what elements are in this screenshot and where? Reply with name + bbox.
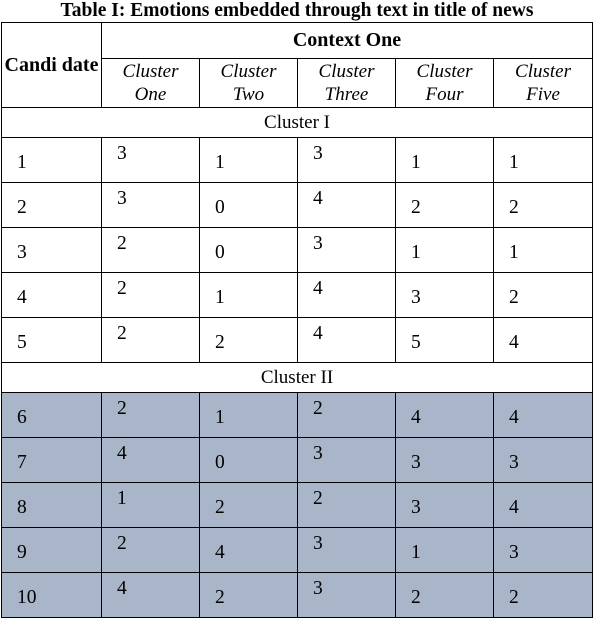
cell-value: 3: [509, 542, 519, 563]
cluster-value-cell: [396, 393, 494, 438]
table-row: [2, 228, 593, 273]
cell-value: 3: [509, 452, 519, 473]
cell-value: 1: [117, 488, 127, 509]
cell-value: 2: [17, 197, 27, 218]
cell-value: 3: [313, 533, 323, 554]
cluster-value-cell: [200, 228, 298, 273]
cell-value: 7: [17, 452, 27, 473]
cell-value: 2: [411, 587, 421, 608]
cluster-value-cell: [200, 273, 298, 318]
cell-value: 2: [117, 233, 127, 254]
cell-value: 4: [117, 578, 127, 599]
cell-value: 5: [17, 332, 27, 353]
cell-value: 3: [411, 287, 421, 308]
table-row: [2, 393, 593, 438]
cluster-header-line2: Five: [526, 84, 560, 105]
cell-value: 10: [17, 587, 37, 608]
cluster-value-cell: [396, 138, 494, 183]
cluster-value-cell: [396, 228, 494, 273]
cluster-value-cell: [494, 438, 593, 483]
cell-value: 2: [509, 587, 519, 608]
table-row: [2, 573, 593, 618]
cell-value: 2: [509, 197, 519, 218]
cell-value: 5: [411, 332, 421, 353]
cluster-value-cell: [298, 393, 396, 438]
cell-value: 9: [17, 542, 27, 563]
cluster-value-cell: [298, 528, 396, 573]
cluster-value-cell: [200, 573, 298, 618]
cell-value: 0: [215, 452, 225, 473]
cell-value: 1: [17, 152, 27, 173]
cluster-value-cell: [494, 318, 593, 363]
cell-value: 2: [313, 488, 323, 509]
cluster-value-cell: [494, 228, 593, 273]
cluster-value-cell: [102, 528, 200, 573]
cluster-value-cell: [102, 138, 200, 183]
cluster-value-cell: [396, 438, 494, 483]
cell-value: 2: [117, 278, 127, 299]
cluster-value-cell: [396, 273, 494, 318]
cluster-value-cell: [494, 273, 593, 318]
cluster-value-cell: [200, 138, 298, 183]
candidate-cell: [2, 138, 102, 183]
group-label: Cluster II: [2, 363, 593, 393]
cluster-value-cell: [102, 483, 200, 528]
candidate-cell: [2, 438, 102, 483]
candidate-header: [2, 23, 102, 108]
candidate-header-label: Candi date: [4, 53, 99, 76]
cluster-header-line1: Cluster: [416, 61, 473, 82]
cluster-value-cell: [494, 573, 593, 618]
cell-value: 4: [411, 407, 421, 428]
cluster-header-four: [396, 59, 494, 108]
cluster-value-cell: [200, 438, 298, 483]
context-header-label: Context One: [292, 29, 402, 51]
cell-value: 6: [17, 407, 27, 428]
cluster-value-cell: [200, 318, 298, 363]
cluster-value-cell: [298, 483, 396, 528]
cell-value: 3: [313, 443, 323, 464]
cluster-value-cell: [200, 183, 298, 228]
cluster-value-cell: [200, 483, 298, 528]
cluster-value-cell: [396, 483, 494, 528]
cluster-header-line1: Cluster: [122, 61, 179, 82]
cell-value: 2: [117, 323, 127, 344]
cluster-value-cell: [298, 138, 396, 183]
cell-value: 1: [509, 242, 519, 263]
candidate-cell: [2, 393, 102, 438]
cell-value: 2: [117, 533, 127, 554]
table-row: [2, 273, 593, 318]
candidate-cell: [2, 228, 102, 273]
candidate-cell: [2, 318, 102, 363]
cell-value: 3: [411, 452, 421, 473]
cell-value: 4: [215, 542, 225, 563]
cluster-value-cell: [494, 393, 593, 438]
cell-value: 4: [509, 332, 519, 353]
cell-value: 1: [215, 287, 225, 308]
cell-value: 4: [117, 443, 127, 464]
cell-value: 0: [215, 197, 225, 218]
cluster-header-five: [494, 59, 593, 108]
context-header: [102, 23, 593, 59]
cell-value: 3: [17, 242, 27, 263]
cluster-header-one: [102, 59, 200, 108]
candidate-cell: [2, 183, 102, 228]
cluster-value-cell: [298, 273, 396, 318]
cluster-value-cell: [396, 318, 494, 363]
cell-value: 2: [313, 398, 323, 419]
table-row: [2, 528, 593, 573]
cell-value: 3: [313, 578, 323, 599]
cluster-value-cell: [102, 228, 200, 273]
cluster-value-cell: [494, 138, 593, 183]
cluster-value-cell: [102, 318, 200, 363]
cell-value: 2: [215, 332, 225, 353]
cluster-header-two: [200, 59, 298, 108]
cell-value: 4: [509, 497, 519, 518]
cluster-value-cell: [396, 573, 494, 618]
cell-value: 1: [411, 152, 421, 173]
cell-value: 3: [117, 143, 127, 164]
cluster-value-cell: [494, 528, 593, 573]
cluster-value-cell: [102, 183, 200, 228]
cell-value: 1: [215, 152, 225, 173]
cell-value: 8: [17, 497, 27, 518]
cluster-header-line1: Cluster: [515, 61, 571, 82]
cluster-header-line2: One: [134, 84, 167, 105]
cluster-header-line1: Cluster: [318, 61, 375, 82]
candidate-cell: [2, 273, 102, 318]
cluster-value-cell: [298, 318, 396, 363]
cell-value: 0: [215, 242, 225, 263]
cell-value: 1: [411, 542, 421, 563]
cluster-value-cell: [102, 393, 200, 438]
cell-value: 1: [215, 407, 225, 428]
cluster-value-cell: [102, 438, 200, 483]
cluster-value-cell: [298, 438, 396, 483]
cell-value: 4: [17, 287, 27, 308]
group-header-row: [2, 363, 593, 393]
cluster-header-three: [298, 59, 396, 108]
group-label: Cluster I: [2, 108, 593, 138]
cluster-header-line1: Cluster: [220, 61, 277, 82]
candidate-cell: [2, 483, 102, 528]
cell-value: 3: [313, 233, 323, 254]
cluster-value-cell: [200, 393, 298, 438]
cluster-header-line2: Four: [425, 84, 464, 105]
cell-value: 3: [313, 143, 323, 164]
table-body: [2, 108, 593, 618]
cell-value: 3: [117, 188, 127, 209]
table-row: [2, 138, 593, 183]
cell-value: 4: [313, 278, 323, 299]
table-row: [2, 438, 593, 483]
table-caption: Table I: Emotions embedded through text in title of news: [60, 0, 534, 21]
candidate-cell: [2, 528, 102, 573]
candidate-cell: [2, 573, 102, 618]
cell-value: 1: [509, 152, 519, 173]
cell-value: 2: [215, 587, 225, 608]
cluster-value-cell: [102, 573, 200, 618]
cluster-header-line2: Two: [232, 84, 265, 105]
cell-value: 4: [313, 323, 323, 344]
cell-value: 1: [411, 242, 421, 263]
cluster-value-cell: [396, 528, 494, 573]
group-header-row: [2, 108, 593, 138]
cluster-value-cell: [494, 183, 593, 228]
cell-value: 2: [411, 197, 421, 218]
emotions-table: [1, 22, 593, 618]
table-row: [2, 183, 593, 228]
cell-value: 2: [117, 398, 127, 419]
cluster-value-cell: [102, 273, 200, 318]
cluster-value-cell: [494, 483, 593, 528]
cell-value: 4: [509, 407, 519, 428]
cell-value: 4: [313, 188, 323, 209]
cluster-value-cell: [298, 228, 396, 273]
cluster-header-line2: Three: [324, 84, 369, 105]
cluster-value-cell: [298, 183, 396, 228]
cell-value: 3: [411, 497, 421, 518]
cluster-value-cell: [298, 573, 396, 618]
cell-value: 2: [215, 497, 225, 518]
table-row: [2, 483, 593, 528]
cluster-value-cell: [200, 528, 298, 573]
table-row: [2, 318, 593, 363]
cell-value: 2: [509, 287, 519, 308]
cluster-value-cell: [396, 183, 494, 228]
